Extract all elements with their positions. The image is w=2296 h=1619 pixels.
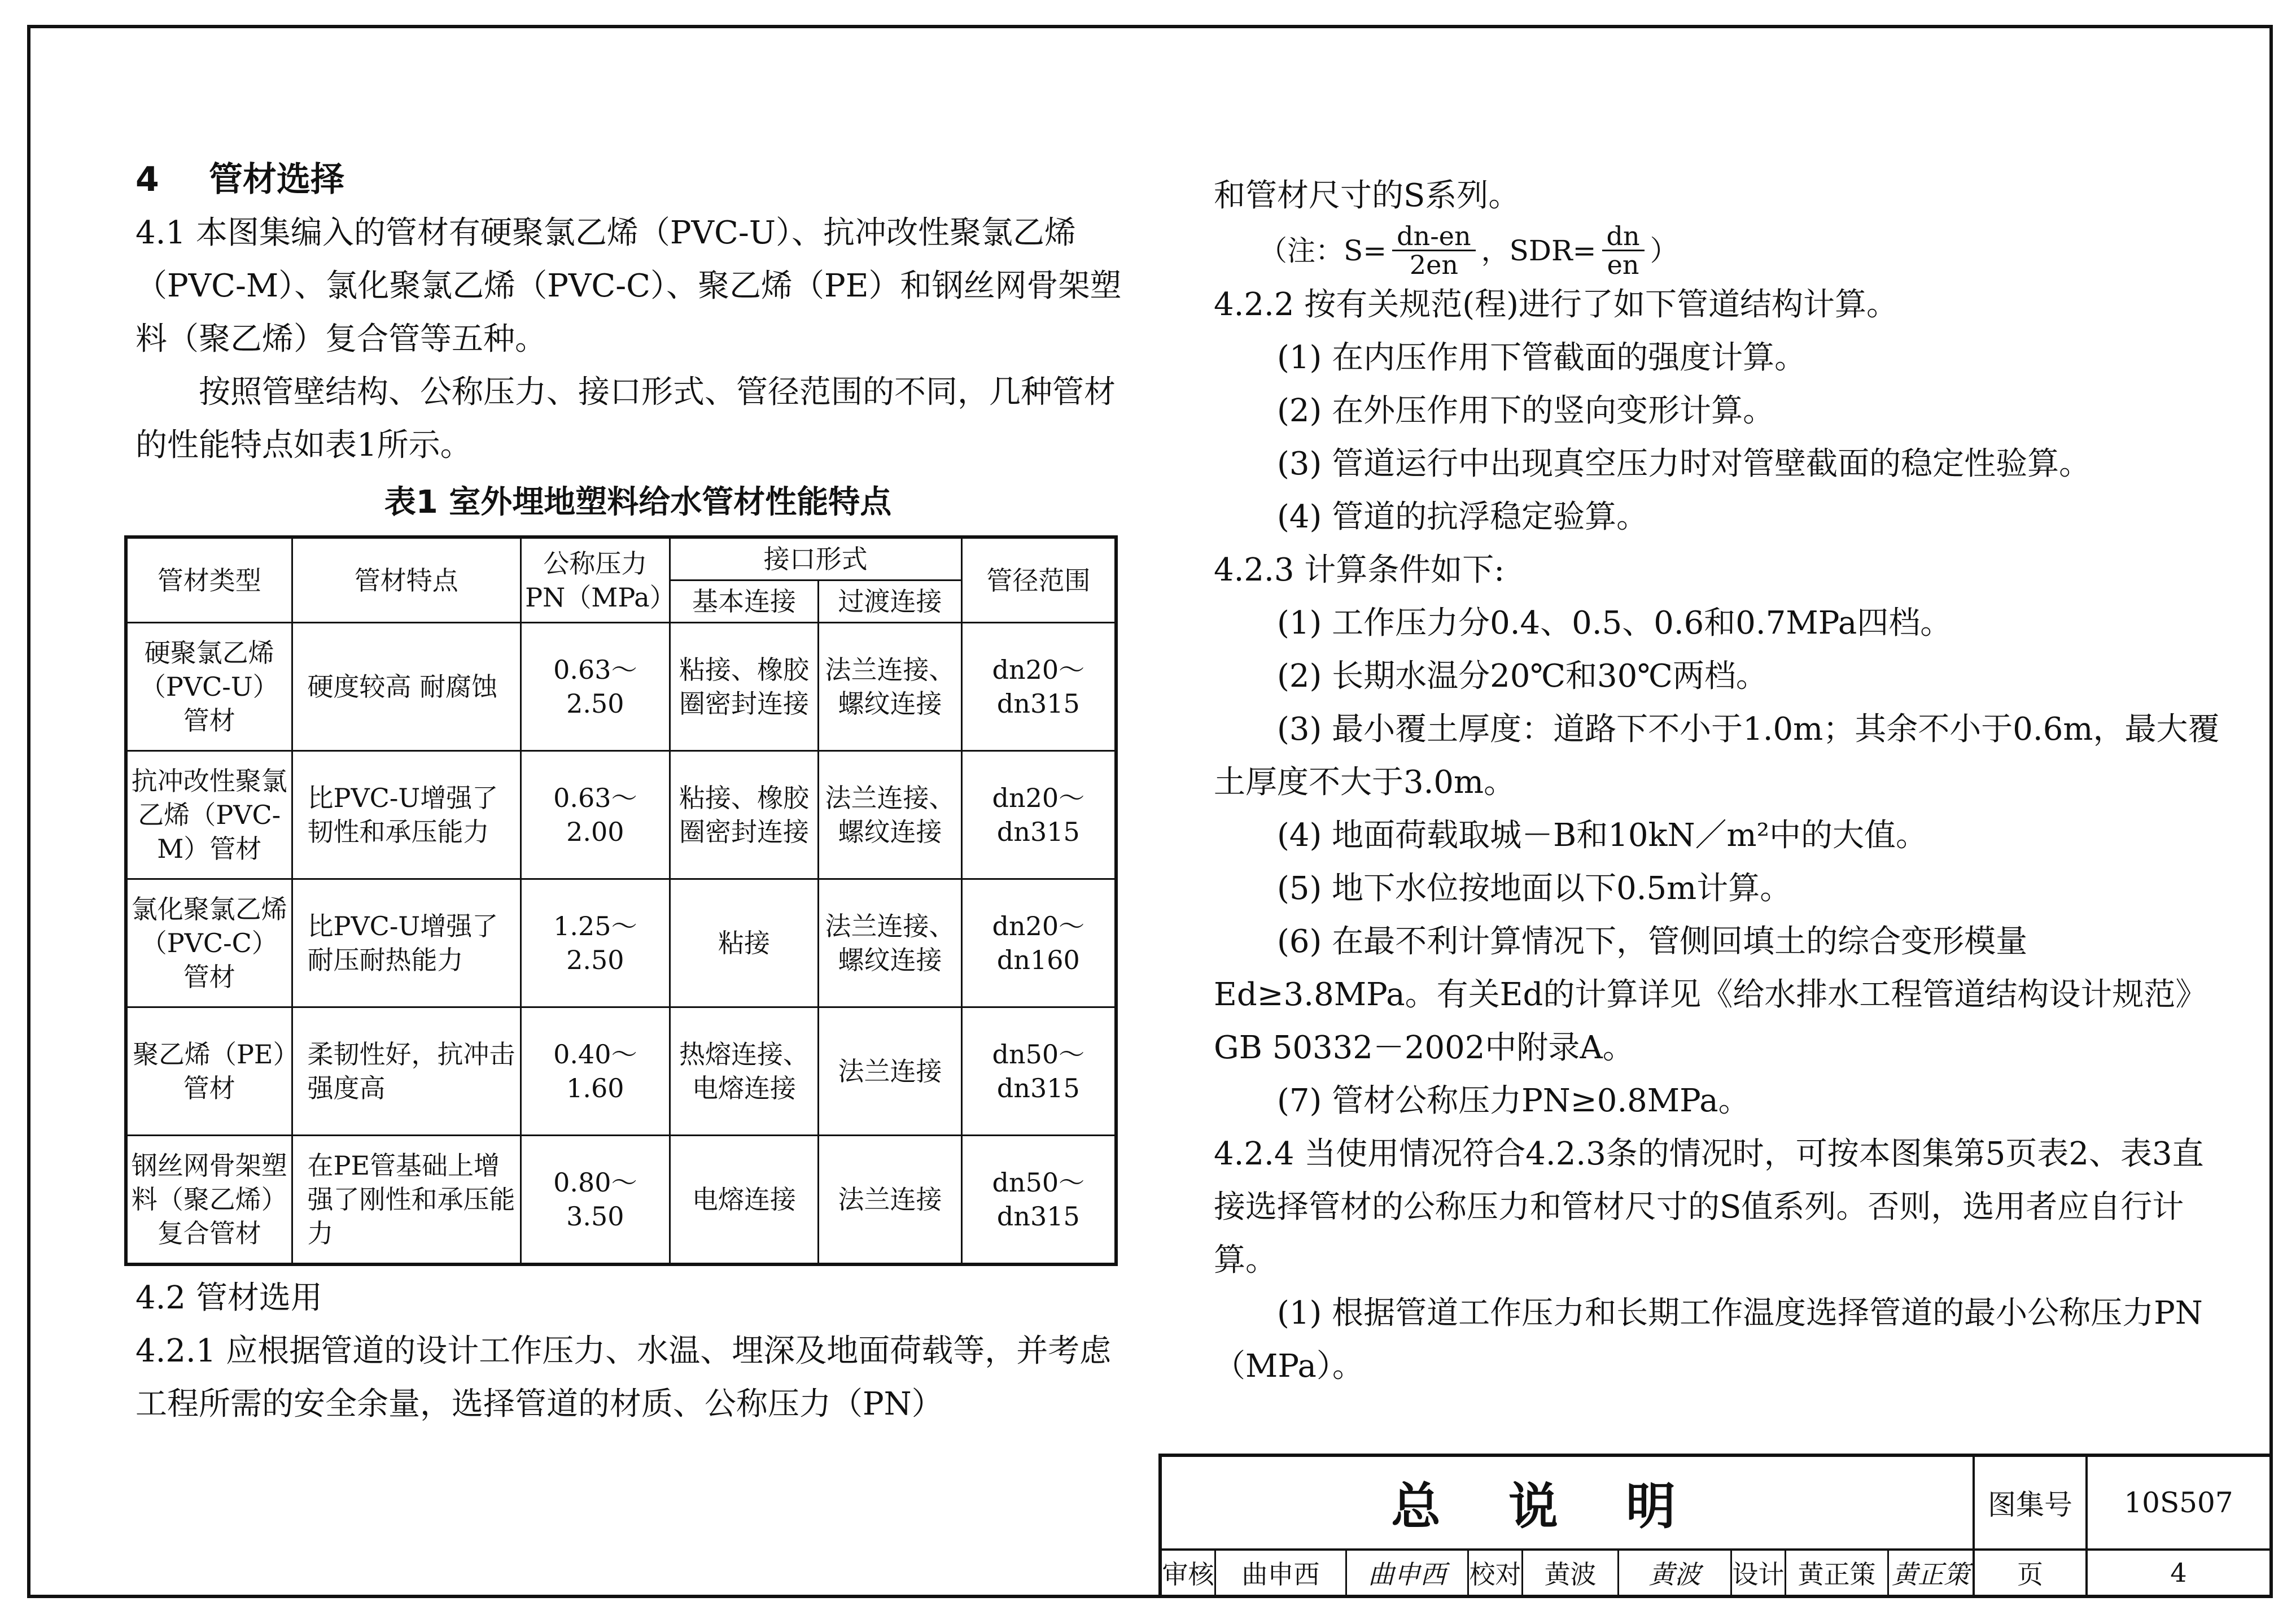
condition-item: (7) 管材公称压力PN≥0.8MPa。: [1277, 1083, 1750, 1119]
cell-range: dn20～dn160: [961, 879, 1116, 1007]
cell-joint-basic: 电熔连接: [670, 1136, 819, 1265]
cell-range: dn50～dn315: [961, 1007, 1116, 1136]
cell-feature: 硬度较高 耐腐蚀: [292, 623, 521, 751]
header-joint-basic: 基本连接: [670, 581, 819, 623]
table-row: [126, 1007, 1116, 1136]
header-feature: 管材特点: [292, 537, 521, 623]
paragraph-4-2-3: 4.2.3 计算条件如下:: [1214, 552, 1505, 588]
atlas-label: 图集号: [1975, 1457, 2088, 1548]
sdr-denominator: en: [1607, 250, 1639, 280]
calc-item: (2) 在外压作用下的竖向变形计算。: [1277, 392, 1775, 429]
cell-range: dn50～dn315: [961, 1136, 1116, 1265]
cell-pressure: 0.40～1.60: [521, 1007, 670, 1136]
condition-item: (2) 长期水温分20℃和30℃两档。: [1277, 658, 1768, 695]
cell-joint-transition: 法兰连接: [819, 1136, 961, 1265]
s-fraction: [1392, 222, 1475, 278]
cell-feature: 比PVC-U增强了耐压耐热能力: [292, 879, 521, 1007]
header-range: 管径范围: [961, 537, 1116, 623]
paragraph-intro: 按照管壁结构、公称压力、接口形式、管径范围的不同，几种管材的性能特点如表1所示。: [135, 374, 1116, 464]
review-label: 审核: [1162, 1551, 1216, 1595]
paragraph-4-2-2: 4.2.2 按有关规范(程)进行了如下管道结构计算。: [1214, 286, 1898, 323]
reviewer-name: 曲申西: [1216, 1551, 1347, 1595]
cell-pressure: 0.80～3.50: [521, 1136, 670, 1265]
paragraph-4-2-4: 4.2.4 当使用情况符合4.2.3条的情况时，可按本图集第5页表2、表3直接选择管材的公称压力和管材尺寸的S值系列。否则，选用者应自行计算。: [1214, 1136, 2204, 1278]
cell-pressure: 1.25～2.50: [521, 879, 670, 1007]
cell-type: 硬聚氯乙烯（PVC-U）管材: [126, 623, 292, 751]
checker-name: 黄波: [1523, 1551, 1619, 1595]
section-title: 管材选择: [209, 160, 344, 199]
condition-item: (6) 在最不利计算情况下，管侧回填土的综合变形模量Ed≥3.8MPa。有关Ed的计算详见《给水排水工程管道结构设计规范》GB 50332－2002中附录A。: [1214, 923, 2207, 1066]
design-label: 设计: [1732, 1551, 1786, 1595]
cell-joint-basic: 粘接、橡胶圈密封连接: [670, 751, 819, 879]
table-row: [126, 879, 1116, 1007]
page-label: 页: [1975, 1551, 2088, 1595]
cell-type: 钢丝网骨架塑料（聚乙烯）复合管材: [126, 1136, 292, 1265]
cell-type: 聚乙烯（PE）管材: [126, 1007, 292, 1136]
cell-joint-basic: 热熔连接、电熔连接: [670, 1007, 819, 1136]
header-type: 管材类型: [126, 537, 292, 623]
cell-joint-transition: 法兰连接、螺纹连接: [819, 751, 961, 879]
header-joint: 接口形式: [670, 537, 961, 581]
page-number: 4: [2170, 1557, 2187, 1588]
drawing-title: 总说明: [1162, 1457, 1975, 1548]
header-pressure: 公称压力 PN（MPa）: [521, 537, 670, 623]
calc-item: (3) 管道运行中出现真空压力时对管壁截面的稳定性验算。: [1277, 446, 2091, 482]
table-row: [126, 623, 1116, 751]
sdr-numerator: dn: [1602, 222, 1645, 251]
cell-joint-transition: 法兰连接、螺纹连接: [819, 623, 961, 751]
cell-feature: 在PE管基础上增强了刚性和承压能力: [292, 1136, 521, 1265]
condition-item: (5) 地下水位按地面以下0.5m计算。: [1277, 870, 1792, 907]
designer-signature: 黄正策: [1889, 1551, 1975, 1595]
paragraph-continued: 和管材尺寸的S系列。: [1214, 177, 1520, 214]
cell-joint-basic: 粘接: [670, 879, 819, 1007]
s-denominator: 2en: [1409, 250, 1458, 280]
s-numerator: dn-en: [1392, 222, 1475, 251]
check-label: 校对: [1469, 1551, 1523, 1595]
paragraph-4-2-1: 4.2.1 应根据管道的设计工作压力、水温、埋深及地面荷载等，并考虑工程所需的安全余量，选择管道的材质、公称压力（PN）: [135, 1333, 1112, 1422]
note-suffix: ）: [1650, 234, 1678, 267]
table-row: [126, 751, 1116, 879]
calc-item: (4) 管道的抗浮稳定验算。: [1277, 499, 1648, 535]
note-prefix: （注：S=: [1259, 234, 1387, 267]
cell-pressure: 0.63～2.50: [521, 623, 670, 751]
table-header-row: [126, 537, 1116, 581]
calc-item: (1) 在内压作用下管截面的强度计算。: [1277, 339, 1807, 376]
designer-name: 黄正策: [1786, 1551, 1889, 1595]
paragraph-4-1: 4.1 本图集编入的管材有硬聚氯乙烯（PVC-U）、抗冲改性聚氯乙烯（PVC-M）、氯化聚氯乙烯（PVC-C）、聚乙烯（PE）和钢丝网骨架塑料（聚乙烯）复合管等五种。: [135, 215, 1122, 357]
left-column: [131, 152, 1140, 1431]
table-row: [126, 1136, 1116, 1265]
title-block-top-row: [1162, 1457, 2269, 1551]
condition-item: (1) 工作压力分0.4、0.5、0.6和0.7MPa四档。: [1277, 605, 1952, 642]
table-caption: 表1 室外埋地塑料给水管材性能特点: [384, 484, 892, 521]
cell-joint-transition: 法兰连接: [819, 1007, 961, 1136]
title-block: [1158, 1454, 2269, 1595]
cell-joint-transition: 法兰连接、螺纹连接: [819, 879, 961, 1007]
formula-note: [1214, 222, 2230, 278]
section-number: 4: [135, 160, 159, 199]
cell-range: dn20～dn315: [961, 623, 1116, 751]
cell-type: 氯化聚氯乙烯（PVC-C）管材: [126, 879, 292, 1007]
section-heading: [135, 152, 1140, 207]
pipe-performance-table: [124, 535, 1118, 1266]
cell-feature: 柔韧性好，抗冲击强度高: [292, 1007, 521, 1136]
atlas-number: 10S507: [2124, 1486, 2233, 1519]
note-mid: ，SDR=: [1481, 234, 1597, 267]
header-joint-transition: 过渡连接: [819, 581, 961, 623]
right-column: [1214, 169, 2230, 1393]
cell-range: dn20～dn315: [961, 751, 1116, 879]
sdr-fraction: [1602, 222, 1645, 278]
condition-item: (4) 地面荷载取城－B和10kN／m²中的大值。: [1277, 817, 1928, 854]
condition-item: (3) 最小覆土厚度：道路下不小于1.0m；其余不小于0.6m，最大覆土厚度不大于3.0m。: [1214, 711, 2220, 801]
cell-pressure: 0.63～2.00: [521, 751, 670, 879]
paragraph-last: (1) 根据管道工作压力和长期工作温度选择管道的最小公称压力PN（MPa）。: [1214, 1295, 2203, 1385]
cell-joint-basic: 粘接、橡胶圈密封连接: [670, 623, 819, 751]
reviewer-signature: 曲申西: [1347, 1551, 1469, 1595]
title-block-sign-row: [1162, 1551, 2269, 1595]
cell-type: 抗冲改性聚氯乙烯（PVC-M）管材: [126, 751, 292, 879]
paragraph-4-2-title: 4.2 管材选用: [135, 1280, 322, 1316]
cell-feature: 比PVC-U增强了韧性和承压能力: [292, 751, 521, 879]
checker-signature: 黄波: [1619, 1551, 1732, 1595]
